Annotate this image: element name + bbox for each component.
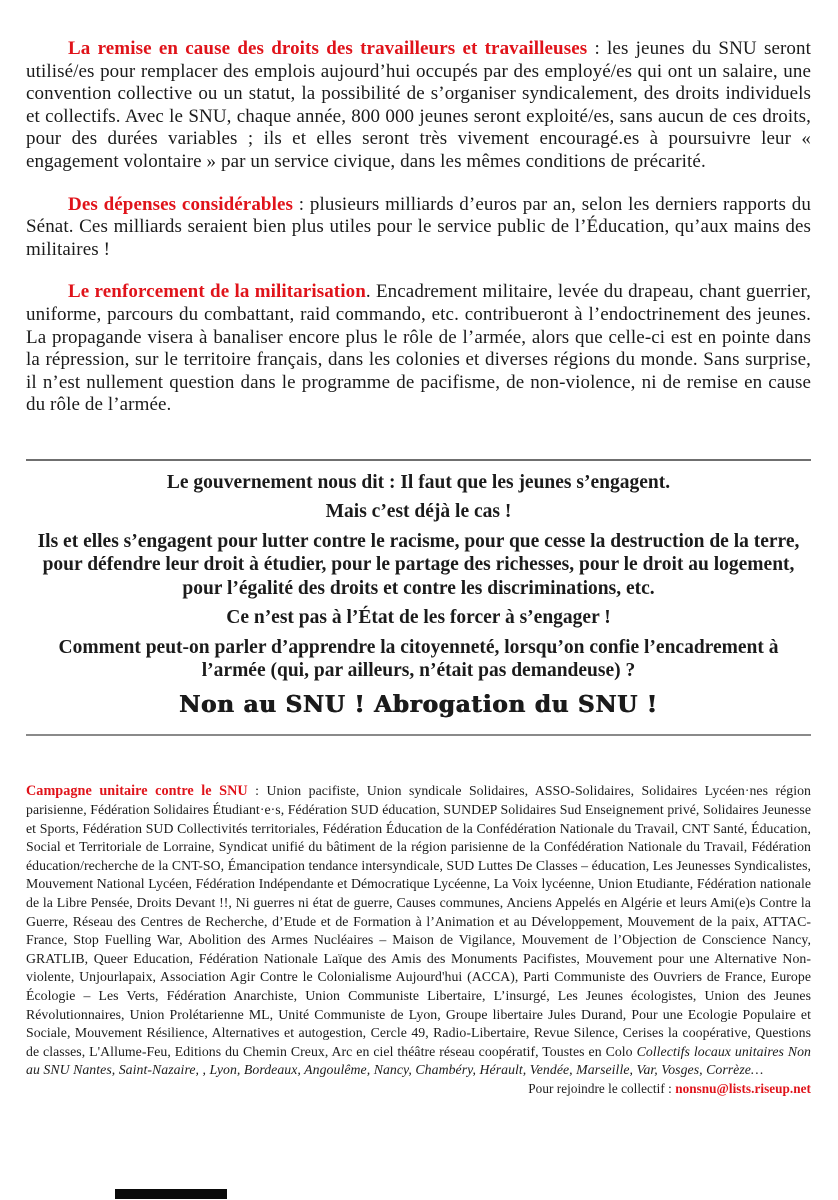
signatories-heading: Campagne unitaire contre le SNU [26, 783, 248, 800]
paragraph-body-militarisation: . Encadrement militaire, levée du drapeau, chant guerrier, uniforme, parcours du combattant, raid commando, etc. contribueront à l’endoctrinement des jeunes. La propagande visera à banaliser encore plus le rôle de l’armée, alors que celle-ci est en pointe dans la répression, sur le territoire français, dans les colonies et diverses régions du monde. Sans surprise, il n’est nullement question dans le programme de pacifisme, de non-violence, ni de remise en cause du rôle de l’armée. [26, 281, 811, 416]
manifesto-line-engagement: Ils et elles s’engagent pour lutter contre le racisme, pour que cesse la destruction de la terre, pour défendre leur droit à étudier, pour le partage des richesses, pour le droit au logement, pour l’égalité des droits et contre les discriminations, etc. [37, 530, 800, 599]
slogan-non-au-snu: Non au SNU ! Abrogation du SNU ! [179, 690, 658, 718]
signatories-colon: : [247, 783, 267, 799]
paragraph-heading-militarisation: Le renforcement de la militarisation [68, 281, 366, 303]
manifesto-line-government: Le gouvernement nous dit : Il faut que les jeunes s’engagent. [166, 471, 671, 493]
signatories-block [26, 782, 811, 1096]
manifesto-line-citizenship: Comment peut-on parler d’apprendre la citoyenneté, lorsqu’on confie l’encadrement à l’armée (qui, par ailleurs, n’était pas demandeuse) ? [58, 636, 779, 682]
join-label: Pour rejoindre le collectif : [528, 1080, 676, 1096]
paragraph-body-expenses: : plusieurs milliards d’euros par an, selon les derniers rapports du Sénat. Ces milliards seraient bien plus utiles pour le service public de l’Éducation, qu’aux mains des militaires ! [26, 193, 811, 260]
paragraph-body-workers-rights: : les jeunes du SNU seront utilisé/es pour remplacer des emplois aujourd’hui occupés par des employé/es qui ont un salaire, une convention collective ou un statut, la possibilité de s’organiser syndicalement, des droits individuels et collectifs. Avec le SNU, chaque année, 800 000 jeunes seront exploité/es, sans aucun de ces droits, pour des durées variables ; ils et elles seront très vivement encouragé.es à poursuivre leur « engagement volontaire » par un service civique, dans les mêmes conditions de précarité. [26, 38, 811, 172]
join-collective [528, 1080, 811, 1099]
bottom-black-bar [115, 1189, 227, 1199]
email-link[interactable]: nonsnu@lists.riseup.net [675, 1080, 811, 1096]
manifesto-block [26, 471, 811, 717]
separator-line-bottom [26, 734, 811, 736]
manifesto-line-state: Ce n’est pas à l’État de les forcer à s’engager ! [226, 607, 611, 629]
separator-line-top [26, 459, 811, 461]
paragraph-militarisation [26, 281, 811, 417]
manifesto-line-already: Mais c’est déjà le cas ! [325, 501, 512, 523]
paragraph-expenses [26, 194, 811, 262]
local-collectives-text: Collectifs locaux unitaires Non au SNU Nantes, Saint-Nazaire, , Lyon, Bordeaux, Angoulême, Nancy, Chambéry, Hérault, Vendée, Marseille, Var, Vosges, Corrèze… [26, 1043, 811, 1078]
signatories-list: Union pacifiste, Union syndicale Solidaires, ASSO-Solidaires, Solidaires Lycéen·nes région parisienne, Fédération Solidaires Étudiant·e·s, Fédération SUD éducation, SUNDEP Solidaires Sud Enseignement privé, Solidaires Jeunesse et Sports, Fédération SUD Collectivités territoriales, Fédération Éducation de la Confédération Nationale du Travail, CNT Santé, Éducation, Social et Territoriale de Lorraine, Syndicat unifié du bâtiment de la région parisienne de la Confédération Nationale du Travail, Fédération éducation/recherche de la CNT-SO, Émancipation tendance intersyndicale, SUD Luttes De Classes – éducation, Les Jeunesses Syndicalistes, Mouvement National Lycéen, Fédération Indépendante et Démocratique Lycéenne, La Voix lycéenne, Union Etudiante, Fédération nationale de la Libre Pensée, Droits Devant !!, Ni guerres ni état de guerre, Causes communes, Anciens Appelés en Algérie et leurs Ami(e)s Contre la Guerre, Réseau des Centres de Recherche, d’Etude et de Formation à l’Animation et au Développement, Mouvement de la paix, ATTAC-France, Stop Fuelling War, Abolition des Armes Nucléaires – Maison de Vigilance, Mouvement de l’Objection de Conscience Nancy, GRATLIB, Queer Education, Fédération Nationale Laïque des Amis des Monuments Pacifistes, Mouvement pour une Alternative Non-violente, Unjourlapaix, Association Agir Contre le Colonialisme Aujourd'hui (ACCA), Parti Communiste des Ouvriers de France, Europe Écologie – Les Verts, Fédération Anarchiste, Union Communiste Libertaire, L’insurgé, Les Jeunes écologistes, Union des Jeunes Révolutionnaires, Union Prolétarienne ML, Unité Communiste de Lyon, Groupe libertaire Jules Durand, Pour une Ecologie Populaire et Sociale, Mouvement Résilience, Alternatives et autogestion, Cercle 49, Radio-Libertaire, Revue Silence, Cerises la coopérative, Questions de classes, L'Allume-Feu, Editions du Chemin Creux, Arc en ciel théâtre réseau coopératif, Toustes en Colo [26, 783, 811, 1059]
paragraph-heading-workers-rights: La remise en cause des droits des travailleurs et travailleuses [68, 38, 588, 59]
paragraph-heading-expenses: Des dépenses considérables [68, 193, 293, 215]
paragraph-workers-rights [26, 38, 811, 174]
